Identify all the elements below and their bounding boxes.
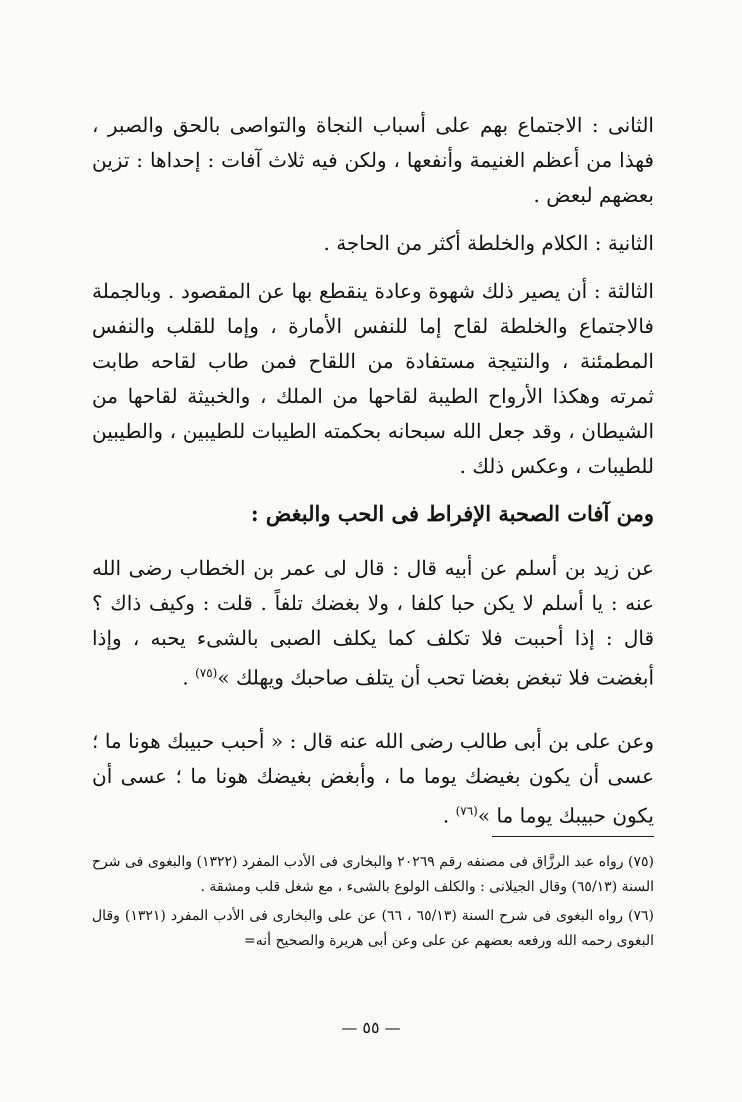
paragraph-second-b: الثانية : الكلام والخلطة أكثر من الحاجة . [323,231,654,255]
footnotes [92,850,654,958]
paragraph-ali [92,724,654,834]
section-heading: ومن آفات الصحبة الإفراط فى الحب والبغض : [250,501,654,526]
footnote-ref-75: (٧٥) [195,666,218,680]
paragraph-zaid-text: عن زيد بن أسلم عن أبيه قال : قال لى عمر بن الخطاب رضى الله عنه : يا أسلم لا يكن حبا كلفا ، ولا بغضك تلفاً . قلت : وكيف ذاك ؟ قال : إذا أحببت فلا تكلف كما يكلف الصبى بالشىء يحبه ، وإذا أبغضت فلا تبغض بغضا تحب أن يتلف صاحبك ويهلك » [92,556,654,690]
footnote-ref-76: (٧٦) [455,803,478,818]
footnote-76: (٧٦) رواه البغوى فى شرح السنة (٦٥/١٣ ، ٦٦) عن على والبخارى فى الأدب المفرد (١٣٢١) وقال البغوى رحمه الله ورفعه بعضهم عن على وعن أبى هريرة والصحيح أنه= [92,908,654,949]
paragraph-zaid-end: . [182,665,196,690]
paragraph-third: الثالثة : أن يصير ذلك شهوة وعادة ينقطع بها عن المقصود . وبالجملة فالاجتماع والخلطة لقاح إما للنفس الأمارة ، وإما للقلب والنفس المطمئنة ، والنتيجة مستفادة من اللقاح فمن طاب لقاحه طابت ثمرته وهكذا الأرواح الطيبة لقاحها من الملك ، والخبيثة لقاحها من الشيطان ، وقد جعل الله سبحانه بحكمته الطيبات للطيبين ، والطيبين للطيبات ، وعكس ذلك . [92,279,654,478]
main-text [92,108,654,846]
paragraph-ali-end: . [442,803,456,828]
paragraph-zaid [92,551,654,696]
paragraph-ali-text: وعن على بن أبى طالب رضى الله عنه قال : « أحبب حبيبك هونا ما ؛ عسى أن يكون بغيضك يوما ما ، وأبغض بغيضك هونا ما ؛ عسى أن يكون حبيبك يوما ما » [92,728,654,828]
footnote-separator [492,836,654,837]
paragraph-second: الثانى : الاجتماع بهم على أسباب النجاة والتواصى بالحق والصبر ، فهذا من أعظم الغنيمة وأنفعها ، ولكن فيه ثلاث آفات : إحداها : تزين بعضهم لبعض . [92,113,654,207]
footnote-75: (٧٥) رواه عبد الرزَّاق فى مصنفه رقم ٢٠٢٦٩ والبخارى فى الأدب المفرد (١٣٢٢) والبغوى فى شرح السنة (٦٥/١٣) وقال الجيلانى : والكلف الولوع بالشىء ، مع شغل قلب ومشقة . [92,854,654,895]
page-number: — ٥٥ — [341,1018,401,1037]
